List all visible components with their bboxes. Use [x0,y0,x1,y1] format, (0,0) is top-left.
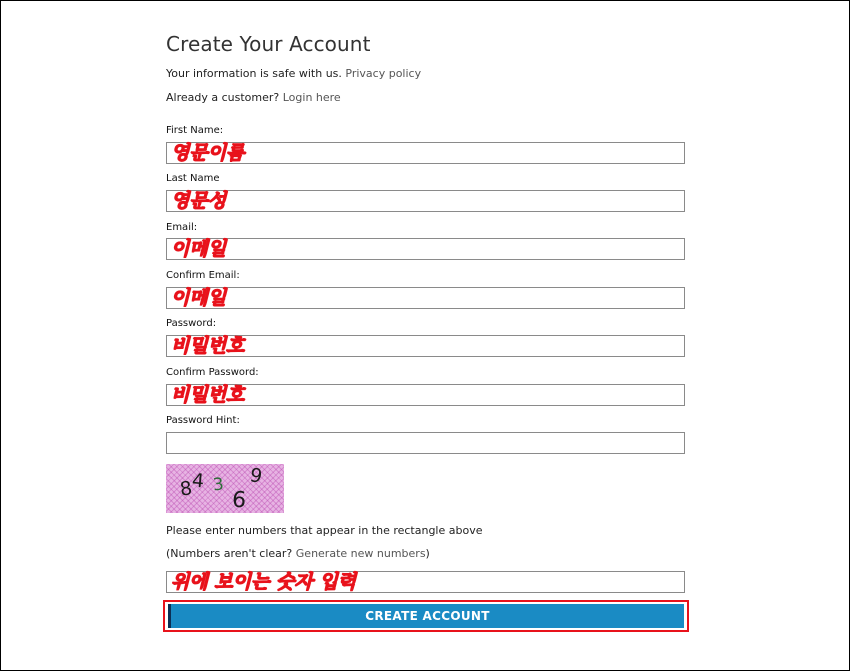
existing-customer-text: Already a customer? [166,91,280,104]
confirm-password-input[interactable] [166,384,685,406]
password-hint-input[interactable] [166,432,685,454]
last-name-input[interactable] [166,190,685,212]
page-title: Create Your Account [166,32,371,56]
captcha-unclear-close: ) [425,547,430,560]
password-annotation: 비밀번호 [171,335,245,357]
safe-info-text: Your information is safe with us. [166,67,342,80]
create-account-button[interactable]: CREATE ACCOUNT [168,604,684,628]
privacy-policy-link[interactable]: Privacy policy [345,67,422,80]
confirm-password-annotation: 비밀번호 [171,384,245,406]
existing-customer-line [166,91,341,104]
first-name-label: First Name: [166,125,224,136]
confirm-email-label: Confirm Email: [166,270,240,281]
captcha-unclear-text: (Numbers aren't clear? [166,547,293,560]
first-name-input[interactable] [166,142,685,164]
last-name-label: Last Name [166,173,220,184]
captcha-instruction: Please enter numbers that appear in the rectangle above [166,524,483,537]
last-name-annotation: 영문성 [171,190,227,212]
password-hint-label: Password Hint: [166,415,240,426]
safe-info-line [166,67,421,80]
first-name-annotation: 영문이름 [171,142,245,164]
captcha-image [166,464,284,513]
confirm-email-annotation: 이메일 [171,287,227,309]
confirm-password-label: Confirm Password: [166,367,259,378]
captcha-unclear-line [166,547,430,560]
captcha-digit: 4 [191,469,206,493]
create-account-highlight [163,600,689,632]
captcha-digit: 9 [248,464,264,488]
captcha-digit: 8 [178,477,194,501]
captcha-digit: 6 [231,487,247,513]
password-input[interactable] [166,335,685,357]
captcha-annotation: 위에 보이는 숫자 입력 [171,571,357,593]
captcha-input[interactable] [166,571,685,593]
email-annotation: 이메일 [171,238,227,260]
confirm-email-input[interactable] [166,287,685,309]
login-link[interactable]: Login here [282,91,341,104]
email-input[interactable] [166,238,685,260]
password-label: Password: [166,318,217,329]
email-label: Email: [166,222,198,233]
generate-new-numbers-link[interactable]: Generate new numbers [295,547,426,560]
captcha-digit: 3 [211,474,225,496]
